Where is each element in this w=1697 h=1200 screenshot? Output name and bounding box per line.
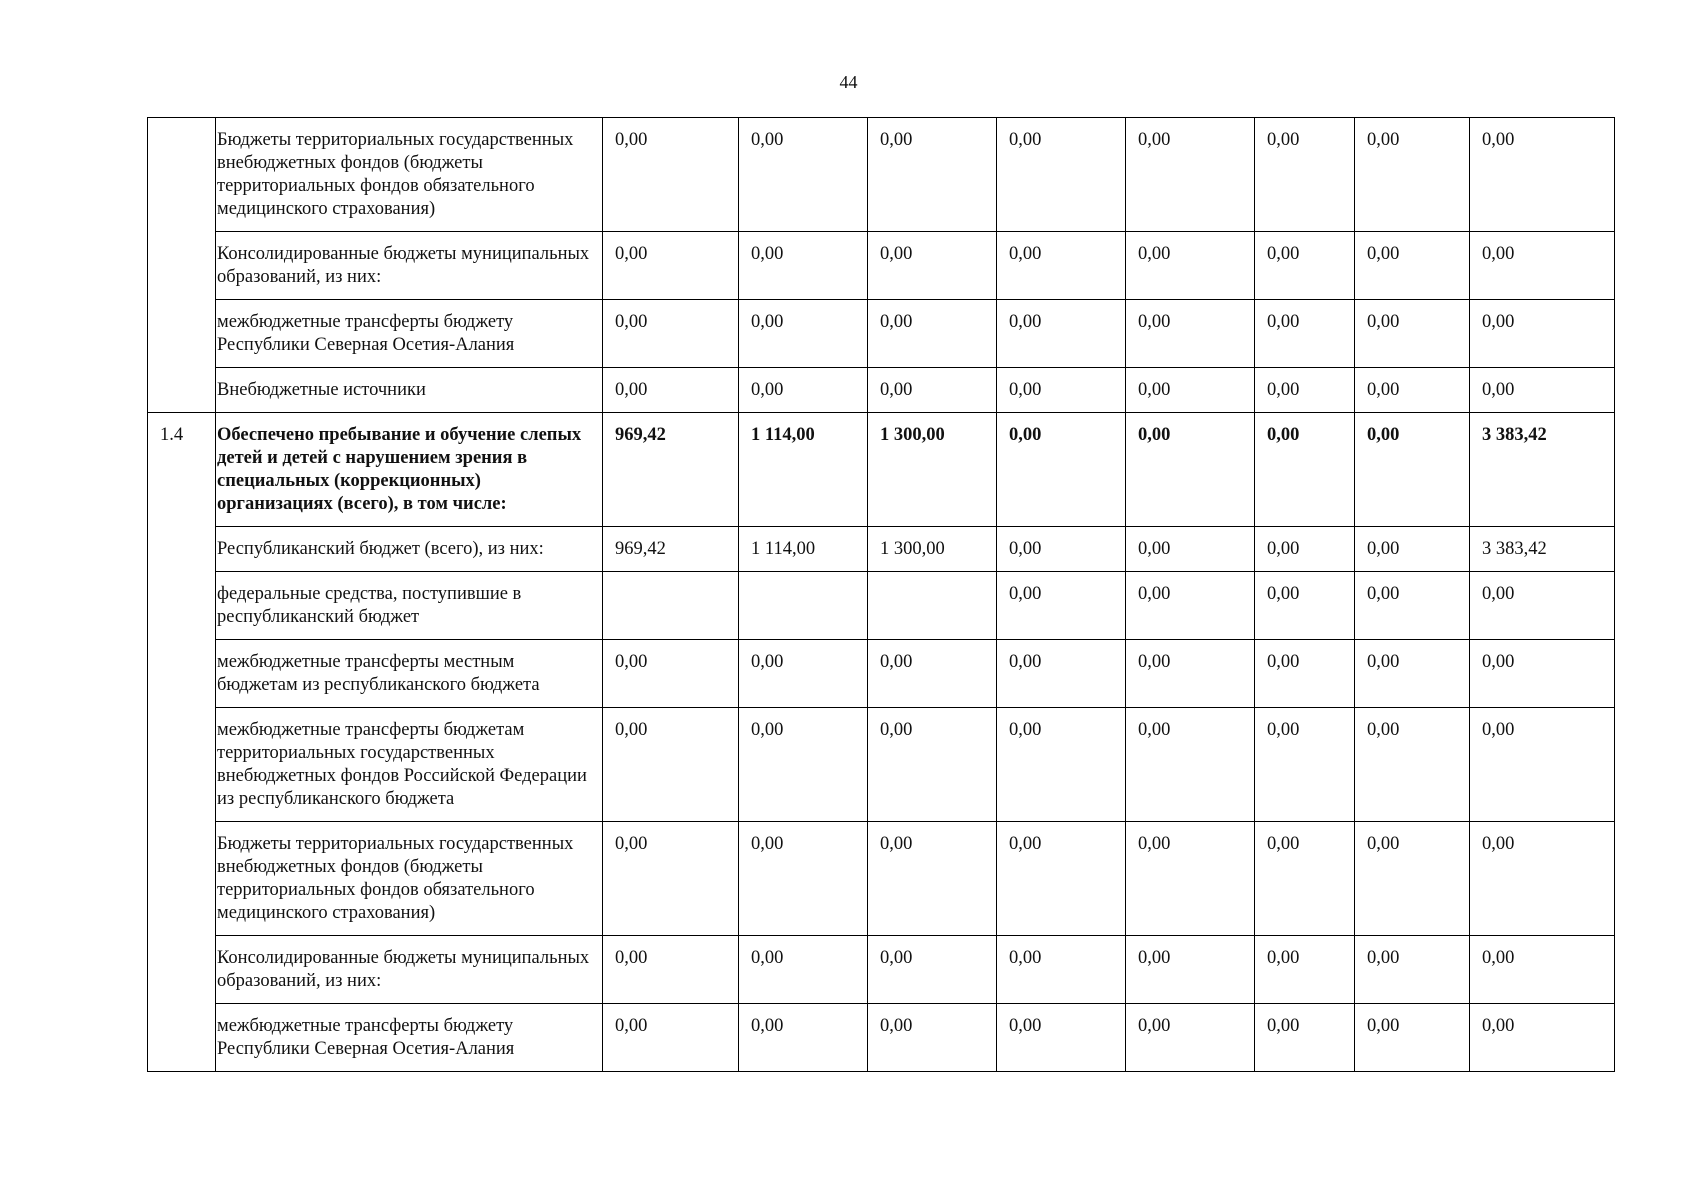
table-row xyxy=(148,118,1615,232)
table-row xyxy=(148,822,1615,936)
row-label-cell: межбюджетные трансферты бюджету Республики Северная Осетия-Алания xyxy=(216,300,603,368)
table-row xyxy=(148,368,1615,413)
value-cell: 0,00 xyxy=(1470,118,1615,232)
value-cell: 0,00 xyxy=(997,527,1126,572)
value-cell xyxy=(868,572,997,640)
value-cell: 969,42 xyxy=(603,413,739,527)
value-cell: 0,00 xyxy=(997,936,1126,1004)
row-label-cell: Консолидированные бюджеты муниципальных образований, из них: xyxy=(216,232,603,300)
value-cell: 0,00 xyxy=(1470,822,1615,936)
value-cell: 0,00 xyxy=(1255,527,1355,572)
value-cell: 0,00 xyxy=(997,822,1126,936)
value-cell: 0,00 xyxy=(739,640,868,708)
value-cell: 0,00 xyxy=(739,118,868,232)
value-cell: 0,00 xyxy=(603,1004,739,1072)
row-label-cell: Бюджеты территориальных государственных внебюджетных фондов (бюджеты территориальных фондов обязательного медицинского страхования) xyxy=(216,118,603,232)
value-cell: 0,00 xyxy=(1470,572,1615,640)
value-cell: 0,00 xyxy=(1255,413,1355,527)
value-cell: 0,00 xyxy=(868,1004,997,1072)
value-cell: 0,00 xyxy=(739,232,868,300)
value-cell: 1 114,00 xyxy=(739,527,868,572)
value-cell: 0,00 xyxy=(1355,527,1470,572)
value-cell: 0,00 xyxy=(1126,936,1255,1004)
value-cell: 0,00 xyxy=(997,118,1126,232)
value-cell: 1 114,00 xyxy=(739,413,868,527)
value-cell: 0,00 xyxy=(1255,1004,1355,1072)
value-cell: 0,00 xyxy=(1355,300,1470,368)
value-cell: 0,00 xyxy=(603,232,739,300)
value-cell: 0,00 xyxy=(1126,118,1255,232)
value-cell: 0,00 xyxy=(868,640,997,708)
row-index-cell xyxy=(148,118,216,413)
value-cell xyxy=(739,572,868,640)
value-cell xyxy=(603,572,739,640)
row-label-cell: Обеспечено пребывание и обучение слепых детей и детей с нарушением зрения в специальных (коррекционных) организациях (всего), в том числе: xyxy=(216,413,603,527)
value-cell: 0,00 xyxy=(1126,640,1255,708)
value-cell: 0,00 xyxy=(1355,708,1470,822)
value-cell: 0,00 xyxy=(1355,232,1470,300)
value-cell: 0,00 xyxy=(868,936,997,1004)
value-cell: 0,00 xyxy=(603,118,739,232)
row-label-cell: Бюджеты территориальных государственных внебюджетных фондов (бюджеты территориальных фондов обязательного медицинского страхования) xyxy=(216,822,603,936)
value-cell: 0,00 xyxy=(1355,572,1470,640)
value-cell: 0,00 xyxy=(1255,118,1355,232)
table-row xyxy=(148,572,1615,640)
budget-table xyxy=(147,117,1615,1072)
value-cell: 0,00 xyxy=(1255,368,1355,413)
value-cell: 0,00 xyxy=(868,232,997,300)
value-cell: 0,00 xyxy=(739,368,868,413)
value-cell: 0,00 xyxy=(1126,232,1255,300)
value-cell: 0,00 xyxy=(1126,368,1255,413)
value-cell: 0,00 xyxy=(1255,822,1355,936)
value-cell: 0,00 xyxy=(603,708,739,822)
value-cell: 0,00 xyxy=(1470,708,1615,822)
value-cell: 0,00 xyxy=(603,936,739,1004)
value-cell: 0,00 xyxy=(603,822,739,936)
value-cell: 0,00 xyxy=(1255,300,1355,368)
value-cell: 1 300,00 xyxy=(868,413,997,527)
value-cell: 0,00 xyxy=(1355,936,1470,1004)
value-cell: 0,00 xyxy=(739,1004,868,1072)
value-cell: 0,00 xyxy=(1126,1004,1255,1072)
value-cell: 0,00 xyxy=(1355,640,1470,708)
value-cell: 0,00 xyxy=(997,368,1126,413)
row-index-cell: 1.4 xyxy=(148,413,216,1072)
value-cell: 0,00 xyxy=(739,300,868,368)
value-cell: 0,00 xyxy=(1470,300,1615,368)
value-cell: 0,00 xyxy=(603,300,739,368)
table-row xyxy=(148,1004,1615,1072)
value-cell: 0,00 xyxy=(1355,118,1470,232)
value-cell: 3 383,42 xyxy=(1470,413,1615,527)
row-label-cell: Консолидированные бюджеты муниципальных образований, из них: xyxy=(216,936,603,1004)
value-cell: 0,00 xyxy=(868,300,997,368)
value-cell: 0,00 xyxy=(868,118,997,232)
value-cell: 0,00 xyxy=(1126,527,1255,572)
value-cell: 0,00 xyxy=(1470,368,1615,413)
value-cell: 0,00 xyxy=(997,300,1126,368)
page-number: 44 xyxy=(839,72,858,92)
value-cell: 0,00 xyxy=(1470,232,1615,300)
table-row xyxy=(148,300,1615,368)
value-cell: 0,00 xyxy=(1470,640,1615,708)
value-cell: 0,00 xyxy=(868,708,997,822)
value-cell: 0,00 xyxy=(1470,1004,1615,1072)
value-cell: 0,00 xyxy=(1355,413,1470,527)
value-cell: 0,00 xyxy=(997,708,1126,822)
value-cell: 0,00 xyxy=(1470,936,1615,1004)
table-row xyxy=(148,232,1615,300)
value-cell: 0,00 xyxy=(603,640,739,708)
value-cell: 0,00 xyxy=(997,640,1126,708)
value-cell: 0,00 xyxy=(739,936,868,1004)
value-cell: 0,00 xyxy=(1255,936,1355,1004)
value-cell: 0,00 xyxy=(1255,708,1355,822)
value-cell: 0,00 xyxy=(997,1004,1126,1072)
table-row xyxy=(148,527,1615,572)
value-cell: 0,00 xyxy=(868,822,997,936)
value-cell: 0,00 xyxy=(997,413,1126,527)
value-cell: 0,00 xyxy=(1255,232,1355,300)
value-cell: 0,00 xyxy=(1355,822,1470,936)
value-cell: 969,42 xyxy=(603,527,739,572)
row-label-cell: межбюджетные трансферты бюджетам территориальных государственных внебюджетных фондов Российской Федерации из республиканского бюджета xyxy=(216,708,603,822)
row-label-cell: межбюджетные трансферты местным бюджетам из республиканского бюджета xyxy=(216,640,603,708)
value-cell: 0,00 xyxy=(739,822,868,936)
value-cell: 0,00 xyxy=(603,368,739,413)
value-cell: 0,00 xyxy=(1355,368,1470,413)
table-row xyxy=(148,640,1615,708)
value-cell: 0,00 xyxy=(1355,1004,1470,1072)
value-cell: 0,00 xyxy=(997,232,1126,300)
row-label-cell: межбюджетные трансферты бюджету Республики Северная Осетия-Алания xyxy=(216,1004,603,1072)
value-cell: 0,00 xyxy=(1255,640,1355,708)
value-cell: 0,00 xyxy=(1126,300,1255,368)
row-label-cell: федеральные средства, поступившие в республиканский бюджет xyxy=(216,572,603,640)
value-cell: 0,00 xyxy=(1126,822,1255,936)
value-cell: 0,00 xyxy=(1126,572,1255,640)
value-cell: 0,00 xyxy=(868,368,997,413)
value-cell: 0,00 xyxy=(997,572,1126,640)
value-cell: 0,00 xyxy=(1126,708,1255,822)
table-row xyxy=(148,413,1615,527)
value-cell: 0,00 xyxy=(1255,572,1355,640)
table-row xyxy=(148,936,1615,1004)
row-label-cell: Внебюджетные источники xyxy=(216,368,603,413)
value-cell: 0,00 xyxy=(739,708,868,822)
value-cell: 3 383,42 xyxy=(1470,527,1615,572)
value-cell: 0,00 xyxy=(1126,413,1255,527)
row-label-cell: Республиканский бюджет (всего), из них: xyxy=(216,527,603,572)
table-row xyxy=(148,708,1615,822)
budget-table-body xyxy=(148,118,1615,1072)
value-cell: 1 300,00 xyxy=(868,527,997,572)
